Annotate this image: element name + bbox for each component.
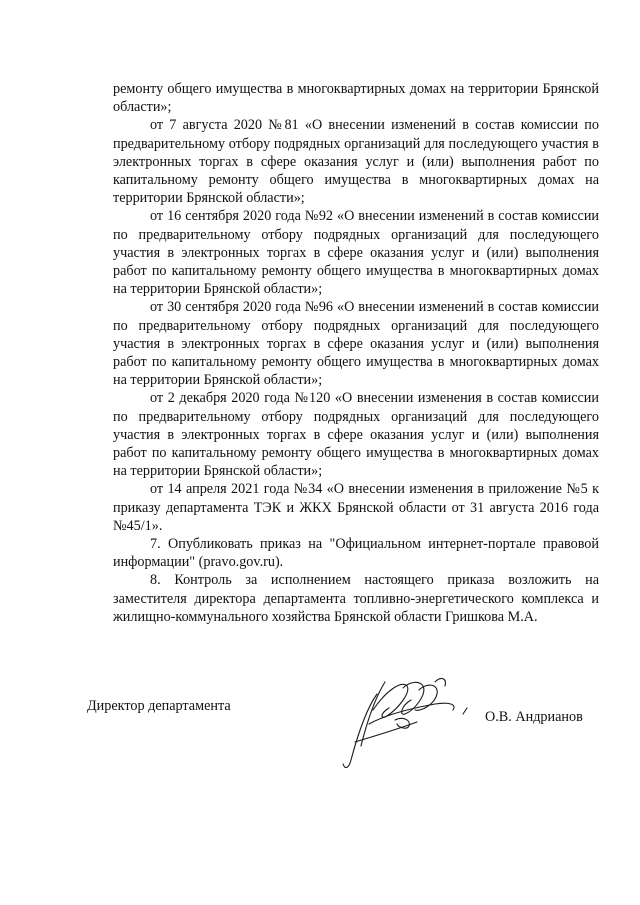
paragraph-3: от 16 сентября 2020 года №92 «О внесении изменений в состав комиссии по предварительному отбору подрядных организаций для последующего участия в электронных торгах в сфере оказания услуг и (или) выполнения работ по капитальному ремонту общего имущества в многоквартирных домах на территории Брянской области»; bbox=[113, 208, 599, 298]
paragraph-4: от 30 сентября 2020 года №96 «О внесении изменений в состав комиссии по предварительному отбору подрядных организаций для последующего участия в электронных торгах в сфере оказания услуг и (или) выполнения работ по капитальному ремонту общего имущества в многоквартирных домах на территории Брянской области»; bbox=[113, 299, 599, 389]
signatory-role: Директор департамента bbox=[87, 698, 231, 714]
paragraph-7: 7. Опубликовать приказ на "Официальном интернет-портале правовой информации" (pravo.gov.ru). bbox=[113, 536, 599, 571]
signature-block bbox=[87, 664, 607, 774]
paragraph-8: 8. Контроль за исполнением настоящего приказа возложить на заместителя директора департамента топливно-энергетического комплекса и жилищно-коммунального хозяйства Брянской области Гришкова М.А. bbox=[113, 572, 599, 625]
document-body bbox=[113, 80, 599, 626]
paragraph-1: ремонту общего имущества в многоквартирных домах на территории Брянской области»; bbox=[113, 81, 599, 116]
paragraph-5: от 2 декабря 2020 года №120 «О внесении изменения в состав комиссии по предварительному отбору подрядных организаций для последующего участия в электронных торгах в сфере оказания услуг и (или) выполнения работ по капитальному ремонту общего имущества в многоквартирных домах на территории Брянской области»; bbox=[113, 390, 599, 480]
paragraph-2: от 7 августа 2020 №81 «О внесении изменений в состав комиссии по предварительному отбору подрядных организаций для последующего участия в электронных торгах в сфере оказания услуг и (или) выполнения работ по капитальному ремонту общего имущества в многоквартирных домах на территории Брянской области»; bbox=[113, 117, 599, 207]
paragraph-6: от 14 апреля 2021 года №34 «О внесении изменения в приложение №5 к приказу департамента ТЭК и ЖКХ Брянской области от 31 августа 2016 года №45/1». bbox=[113, 481, 599, 534]
handwritten-signature bbox=[315, 664, 485, 772]
signatory-name: О.В. Андрианов bbox=[485, 709, 583, 725]
